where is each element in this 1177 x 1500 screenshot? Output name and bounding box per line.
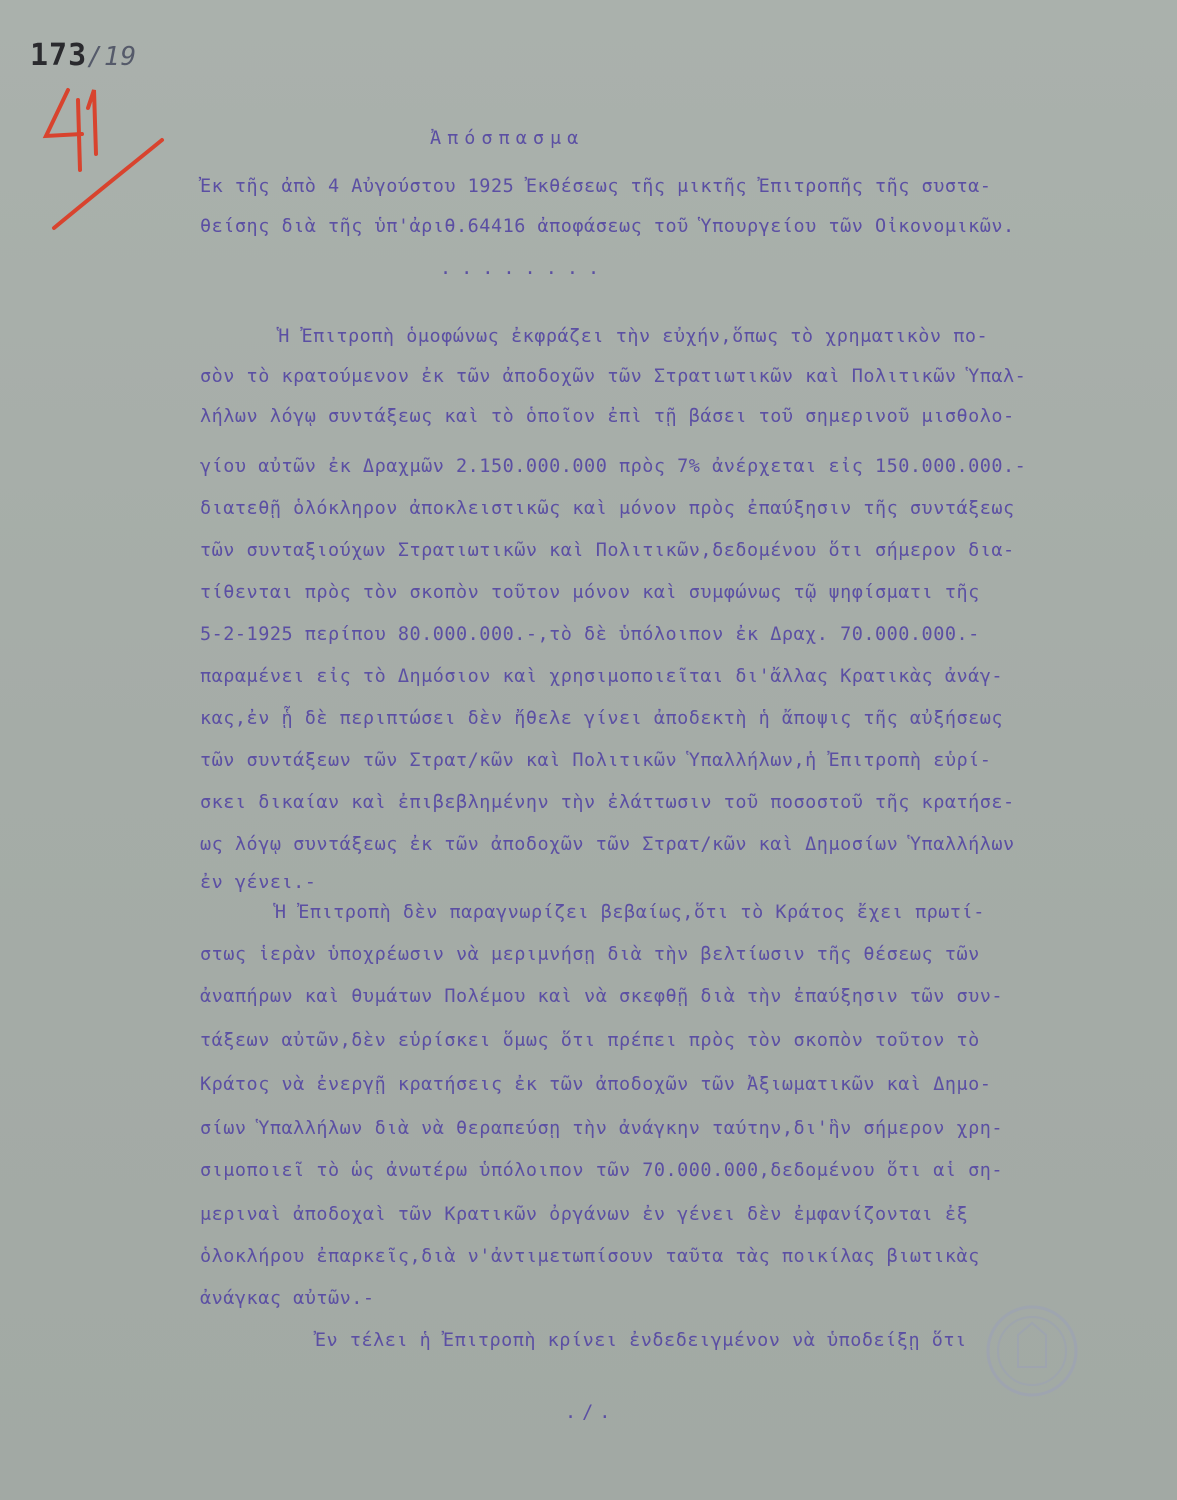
body-line: παραμένει εἰς τὸ Δημόσιον καὶ χρησιμοποιεῖται δι'ἄλλας Κρατικὰς ἀνάγ- [200,666,1004,687]
body-line: σιμοποιεῖ τὸ ὡς ἀνωτέρω ὑπόλοιπον τῶν 70.000.000,δεδομένου ὅτι αἱ ση- [200,1160,1004,1181]
body-line: Ἐν τέλει ἡ Ἐπιτροπὴ κρίνει ἐνδεδειγμένον νὰ ὑποδείξῃ ὅτι [280,1330,967,1351]
intro-line-2: θείσης διὰ τῆς ὑπ'ἀριθ.64416 ἀποφάσεως τοῦ Ὑπουργείου τῶν Οἰκονομικῶν. [200,216,1015,237]
body-line: ἀνάγκας αὐτῶν.- [200,1288,375,1309]
body-line: λήλων λόγῳ συντάξεως καὶ τὸ ὁποῖον ἐπὶ τῇ βάσει τοῦ σημερινοῦ μισθολο- [200,406,1015,427]
body-line: ὁλοκλήρου ἐπαρκεῖς,διὰ ν'ἀντιμετωπίσουν ταῦτα τὰς ποικίλας βιωτικὰς [200,1246,980,1267]
body-line: διατεθῇ ὁλόκληρον ἀποκλειστικῶς καὶ μόνον πρὸς ἐπαύξησιν τῆς συντάξεως [200,498,1015,519]
body-line: ως λόγῳ συντάξεως ἐκ τῶν ἀποδοχῶν τῶν Στρατ/κῶν καὶ Δημοσίων Ὑπαλλήλων [200,834,1015,855]
body-line: σὸν τὸ κρατούμενον ἐκ τῶν ἀποδοχῶν τῶν Στρατιωτικῶν καὶ Πολιτικῶν Ὑπαλ- [200,366,1027,387]
body-line: γίου αὐτῶν ἐκ Δραχμῶν 2.150.000.000 πρὸς 7% ἀνέρχεται εἰς 150.000.000.- [200,456,1027,477]
body-line: ἐν γένει.- [200,872,317,893]
folio-sub: /19 [87,42,138,72]
body-line: Ἡ Ἐπιτροπὴ ὁμοφώνως ἐκφράζει τὴν εὐχήν,ὅπως τὸ χρηματικὸν πο- [220,326,989,347]
body-line: τάξεων αὐτῶν,δὲν εὑρίσκει ὅμως ὅτι πρέπει πρὸς τὸν σκοπὸν τοῦτον τὸ [200,1030,980,1051]
body-line: ἀναπήρων καὶ θυμάτων Πολέμου καὶ νὰ σκεφθῇ διὰ τὴν ἐπαύξησιν τῶν συν- [200,986,1004,1007]
page-continuation-mark: ./. [565,1402,617,1423]
body-line: μεριναὶ ἀποδοχαὶ τῶν Κρατικῶν ὀργάνων ἐν γένει δὲν ἐμφανίζονται ἐξ [200,1204,969,1225]
body-line: Ἡ Ἐπιτροπὴ δὲν παραγνωρίζει βεβαίως,ὅτι τὸ Κράτος ἔχει πρωτί- [240,902,985,923]
body-line: τῶν συντάξεων τῶν Στρατ/κῶν καὶ Πολιτικῶν Ὑπαλλήλων,ἡ Ἐπιτροπὴ εὑρί- [200,750,992,771]
separator-dots: ........ [440,258,610,279]
folio-number [30,38,137,73]
body-line: σκει δικαίαν καὶ ἐπιβεβλημένην τὴν ἐλάττωσιν τοῦ ποσοστοῦ τῆς κρατήσε- [200,792,1015,813]
body-line: τίθενται πρὸς τὸν σκοπὸν τοῦτον μόνον καὶ συμφώνως τῷ ψηφίσματι τῆς [200,582,980,603]
body-line: στως ἱερὰν ὑποχρέωσιν νὰ μεριμνήσῃ διὰ τὴν βελτίωσιν τῆς θέσεως τῶν [200,944,980,965]
body-line: σίων Ὑπαλλήλων διὰ νὰ θεραπεύσῃ τὴν ἀνάγκην ταύτην,δι'ἣν σήμερον χρη- [200,1118,1004,1139]
red-pencil-annotation [30,78,180,238]
document-title: Ἀπόσπασμα [430,128,585,149]
folio-main: 173 [30,38,88,73]
intro-line-1: Ἐκ τῆς ἀπὸ 4 Αὐγούστου 1925 Ἐκθέσεως τῆς μικτῆς Ἐπιτροπῆς τῆς συστα- [200,176,992,197]
body-line: 5-2-1925 περίπου 80.000.000.-,τὸ δὲ ὑπόλοιπον ἐκ Δραχ. 70.000.000.- [200,624,980,645]
body-line: κας,ἐν ᾗ δὲ περιπτώσει δὲν ἤθελε γίνει ἀποδεκτὴ ἡ ἄποψις τῆς αὐξήσεως [200,708,1004,729]
archive-stamp [970,1295,1090,1405]
body-line: τῶν συνταξιούχων Στρατιωτικῶν καὶ Πολιτικῶν,δεδομένου ὅτι σήμερον δια- [200,540,1015,561]
body-line: Κράτος νὰ ἐνεργῇ κρατήσεις ἐκ τῶν ἀποδοχῶν τῶν Ἀξιωματικῶν καὶ Δημο- [200,1074,992,1095]
